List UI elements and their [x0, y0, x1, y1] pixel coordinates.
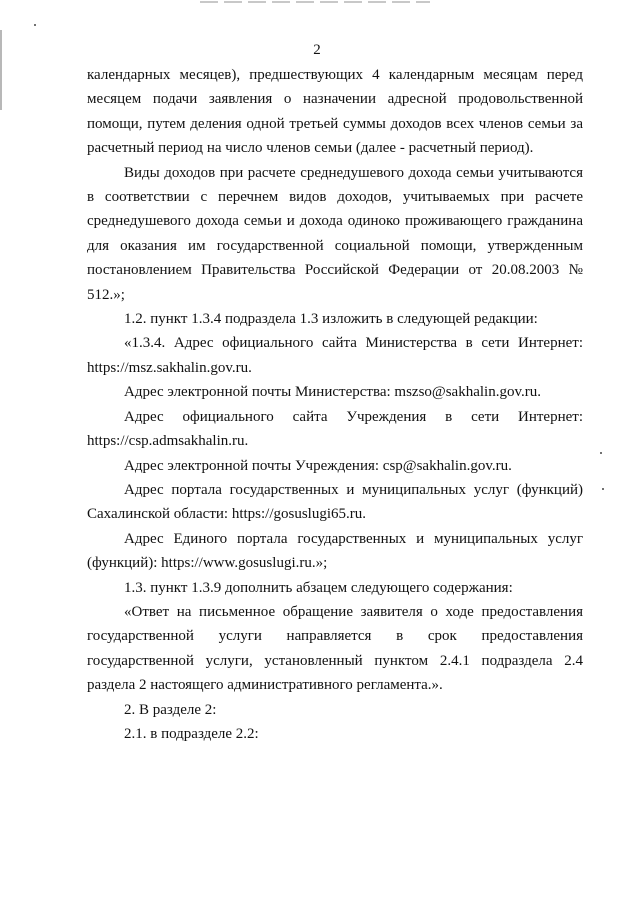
paragraph: 1.3. пункт 1.3.9 дополнить абзацем следующего содержания: [124, 579, 513, 596]
paragraph: Адрес портала государственных и муниципальных услуг (функций) Сахалинской области: https://gosuslugi65.ru. [87, 481, 583, 523]
paragraph: Адрес электронной почты Министерства: mszso@sakhalin.gov.ru. [124, 384, 541, 401]
scan-speck [602, 488, 604, 490]
paragraph: Виды доходов при расчете среднедушевого дохода семьи учитываются в соответствии с перечнем видов доходов, учитываемых при расчете среднедушевого дохода семьи и дохода одиноко проживающего гражданина для оказания им государственной социальной помощи, утвержденным постановлением Правительства Российской Федерации от 20.08.2003 № 512.»; [87, 164, 583, 303]
paragraph: 1.2. пункт 1.3.4 подраздела 1.3 изложить в следующей редакции: [124, 311, 538, 328]
paragraph: «Ответ на письменное обращение заявителя о ходе предоставления государственной услуги направляется в срок предоставления государственной услуги, установленный пунктом 2.4.1 подраздела 2.4 раздела 2 настоящего административного регламента.». [87, 603, 583, 694]
paragraph: Адрес официального сайта Учреждения в сети Интернет: https://csp.admsakhalin.ru. [87, 408, 583, 450]
scan-artifact-top [200, 1, 430, 3]
paragraph: 2.1. в подразделе 2.2: [124, 725, 259, 742]
paragraph: «1.3.4. Адрес официального сайта Министерства в сети Интернет: https://msz.sakhalin.gov.ru. [87, 335, 583, 376]
document-body [87, 63, 583, 746]
scan-speck [34, 24, 36, 26]
page-number: 2 [313, 42, 321, 58]
paragraph: Адрес Единого портала государственных и муниципальных услуг (функций): https://www.gosuslugi.ru.»; [87, 530, 583, 572]
paragraph: календарных месяцев), предшествующих 4 календарным месяцам перед месяцем подачи заявления о назначении адресной продовольственной помощи, путем деления одной третьей суммы доходов всех членов семьи за расчетный период на число членов семьи (далее - расчетный период). [87, 67, 583, 157]
scan-speck [600, 452, 602, 454]
paragraph: 2. В разделе 2: [124, 701, 217, 718]
paragraph: Адрес электронной почты Учреждения: csp@sakhalin.gov.ru. [124, 457, 512, 474]
